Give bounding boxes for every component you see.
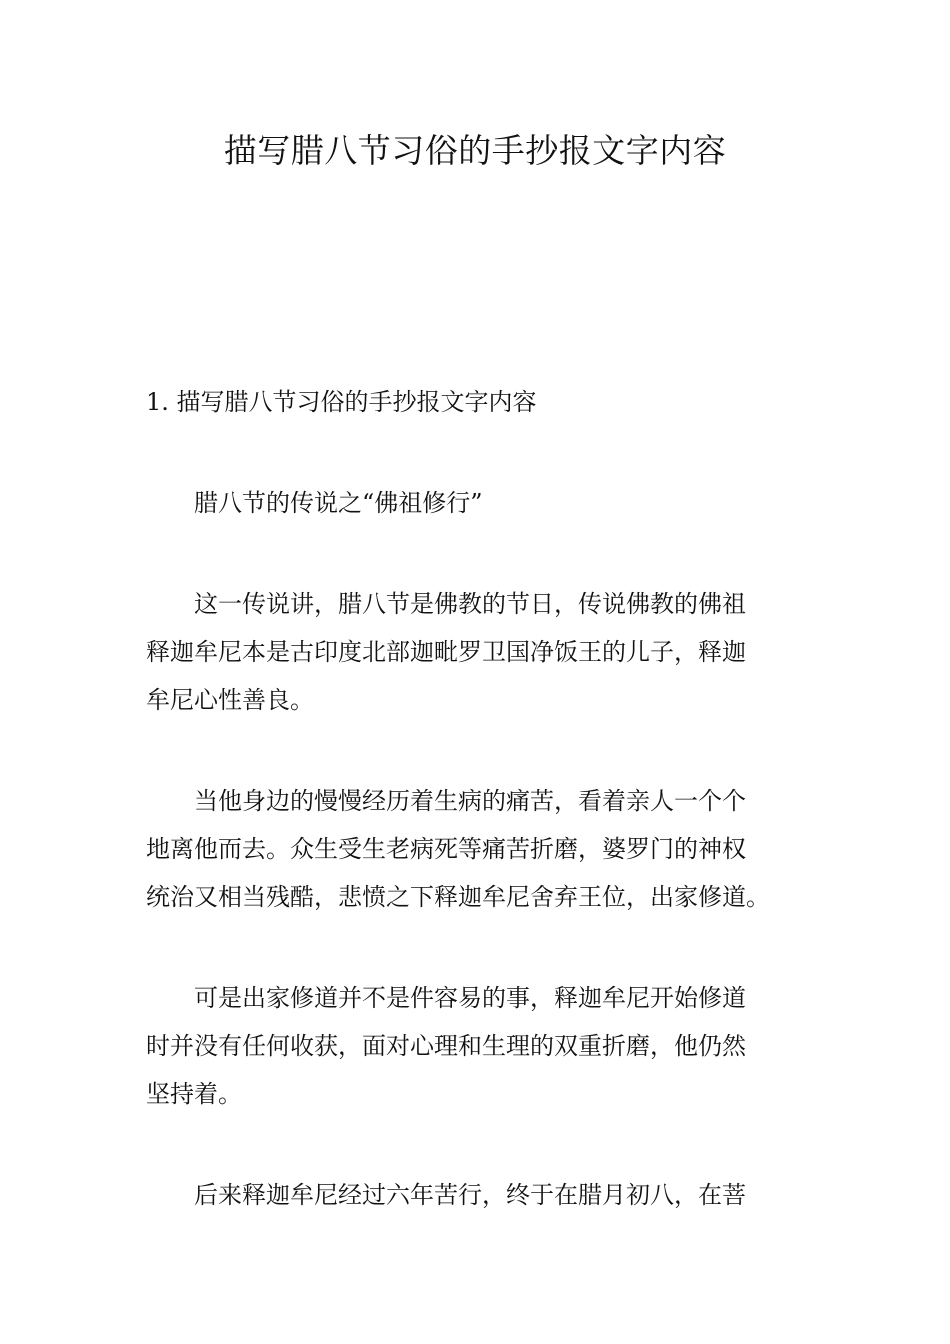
paragraph [146, 974, 806, 1118]
paragraph [146, 580, 806, 724]
paragraph-line: 这一传说讲，腊八节是佛教的节日，传说佛教的佛祖 [194, 590, 746, 618]
paragraph-line: 可是出家修道并不是件容易的事，释迦牟尼开始修道 [194, 984, 746, 1012]
paragraph-line: 当他身边的慢慢经历着生病的痛苦，看着亲人一个个 [194, 787, 746, 815]
paragraph [146, 1171, 806, 1219]
section-heading: 1. 描写腊八节习俗的手抄报文字内容 [146, 388, 537, 416]
paragraph-line: 坚持着。 [146, 1080, 242, 1108]
legend-subheading: 腊八节的传说之“佛祖修行” [194, 489, 483, 517]
paragraph-line: 后来释迦牟尼经过六年苦行，终于在腊月初八，在菩 [194, 1181, 746, 1209]
document-title: 描写腊八节习俗的手抄报文字内容 [223, 131, 727, 170]
paragraph-line: 时并没有任何收获，面对心理和生理的双重折磨，他仍然 [146, 1032, 746, 1060]
paragraph-line: 牟尼心性善良。 [146, 686, 314, 714]
document-body [146, 378, 806, 1272]
paragraph-line: 统治又相当残酷，悲愤之下释迦牟尼舍弃王位，出家修道。 [146, 883, 770, 911]
paragraph-line: 地离他而去。众生受生老病死等痛苦折磨，婆罗门的神权 [146, 835, 746, 863]
paragraph [146, 777, 806, 921]
paragraph-line: 释迦牟尼本是古印度北部迦毗罗卫国净饭王的儿子，释迦 [146, 638, 746, 666]
